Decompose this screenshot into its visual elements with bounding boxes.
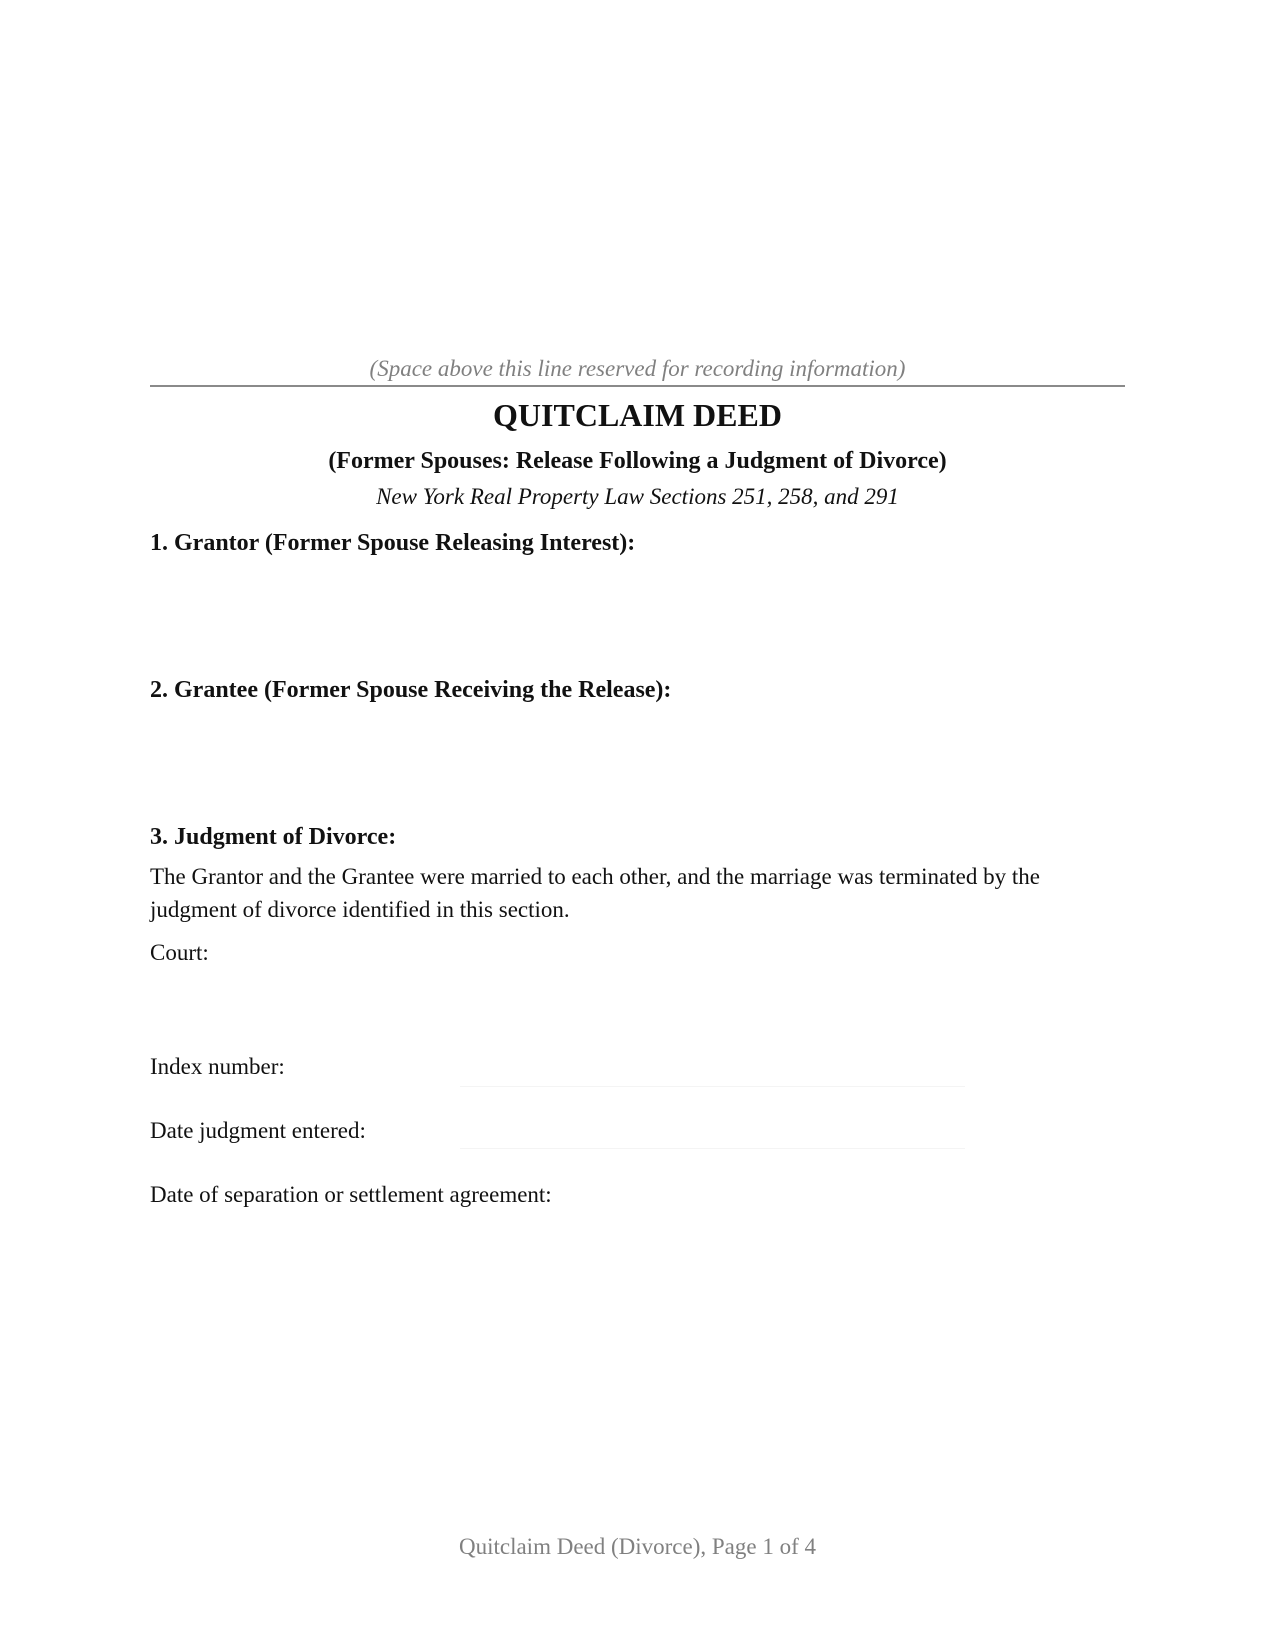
page-footer: Quitclaim Deed (Divorce), Page 1 of 4 (458, 1534, 817, 1559)
date-judgment-entered-label: Date judgment entered: (150, 1118, 366, 1143)
document-subtitle: (Former Spouses: Release Following a Judgment of Divorce) (328, 448, 947, 474)
grantor-heading: 1. Grantor (Former Spouse Releasing Interest): (150, 530, 636, 556)
index-number-label: Index number: (150, 1054, 285, 1079)
recording-space-note: (Space above this line reserved for recording information) (369, 356, 906, 381)
date-judgment-entered-field[interactable] (460, 1148, 965, 1149)
index-number-field[interactable] (460, 1086, 965, 1087)
grantee-heading: 2. Grantee (Former Spouse Receiving the Release): (150, 677, 672, 703)
statute-reference: New York Real Property Law Sections 251, 258, and 291 (376, 484, 899, 509)
judgment-heading: 3. Judgment of Divorce: (150, 824, 397, 850)
judgment-paragraph: The Grantor and the Grantee were married to each other, and the marriage was terminated by the judgment of divorce identified in this section. (150, 864, 1040, 922)
court-label: Court: (150, 940, 209, 965)
recording-divider-line (150, 385, 1125, 387)
separation-date-label: Date of separation or settlement agreement: (150, 1182, 552, 1207)
document-title: QUITCLAIM DEED (493, 397, 782, 433)
